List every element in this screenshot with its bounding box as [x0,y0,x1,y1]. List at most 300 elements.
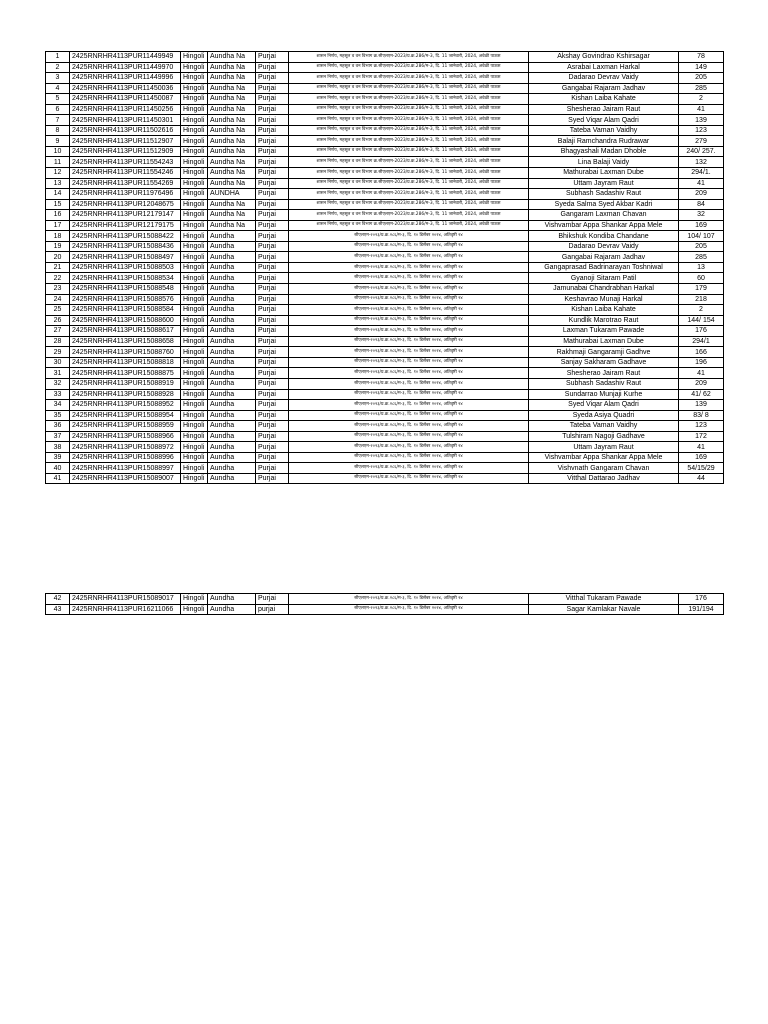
table-row [46,594,724,605]
application-id-cell: 2425RNRHR4113PUR12179147 [70,210,181,221]
district-cell: Hingoli [181,94,208,105]
application-id-cell: 2425RNRHR4113PUR15089017 [70,594,181,605]
survey-number-cell: 104/ 107 [679,231,724,242]
serial-number-cell: 29 [46,347,70,358]
serial-number-cell: 21 [46,262,70,273]
village-cell: Purjai [256,284,289,295]
subdivision-cell: Aundha [208,273,256,284]
village-cell: Purjai [256,168,289,179]
application-id-cell: 2425RNRHR4113PUR15088503 [70,262,181,273]
subdivision-cell: Aundha Na [208,199,256,210]
serial-number-cell: 41 [46,473,70,484]
district-cell: Hingoli [181,168,208,179]
table-row [46,73,724,84]
government-order-cell: सीएलएम-२०२३/प्र.क्र.२८६/म-३, दि. १० डिसेंबर २०२४, अतिवृष्टी २४ [289,463,529,474]
farmer-name-cell: Gangabai Rajaram Jadhav [529,252,679,263]
district-cell: Hingoli [181,146,208,157]
survey-number-cell: 144/ 154 [679,315,724,326]
subdivision-cell: Aundha Na [208,178,256,189]
farmer-name-cell: Subhash Sadashiv Raut [529,378,679,389]
survey-number-cell: 60 [679,273,724,284]
village-cell: Purjai [256,400,289,411]
subdivision-cell: Aundha [208,347,256,358]
table-row [46,115,724,126]
farmer-name-cell: Syeda Salma Syed Akbar Kadri [529,199,679,210]
subdivision-cell: Aundha Na [208,73,256,84]
government-order-cell: शासन निर्णय, महसूल व वन विभाग क्र.सीएलएम-2023/प्र.क्र.286/म-3, दि. 11 जानेवारी, 2024, अवेळी पाऊस [289,104,529,115]
serial-number-cell: 24 [46,294,70,305]
application-id-cell: 2425RNRHR4113PUR15088972 [70,442,181,453]
subdivision-cell: Aundha [208,473,256,484]
government-order-cell: शासन निर्णय, महसूल व वन विभाग क्र.सीएलएम-2023/प्र.क्र.286/म-3, दि. 11 जानेवारी, 2024, अवेळी पाऊस [289,83,529,94]
government-order-cell: सीएलएम-२०२३/प्र.क्र.२८६/म-३, दि. १० डिसेंबर २०२४, अतिवृष्टी २४ [289,336,529,347]
subdivision-cell: Aundha [208,252,256,263]
table-row [46,452,724,463]
government-order-cell: शासन निर्णय, महसूल व वन विभाग क्र.सीएलएम-2023/प्र.क्र.286/म-3, दि. 11 जानेवारी, 2024, अवेळी पाऊस [289,220,529,231]
government-order-cell: सीएलएम-२०२३/प्र.क्र.२८६/म-३, दि. १० डिसेंबर २०२४, अतिवृष्टी २४ [289,305,529,316]
government-order-cell: सीएलएम-२०२३/प्र.क्र.२८६/म-३, दि. १० डिसेंबर २०२४, अतिवृष्टी २४ [289,357,529,368]
serial-number-cell: 9 [46,136,70,147]
serial-number-cell: 1 [46,52,70,63]
serial-number-cell: 30 [46,357,70,368]
government-order-cell: शासन निर्णय, महसूल व वन विभाग क्र.सीएलएम-2023/प्र.क्र.286/म-3, दि. 11 जानेवारी, 2024, अवेळी पाऊस [289,189,529,200]
farmer-name-cell: Gangaprasad Badrinarayan Toshniwal [529,262,679,273]
farmer-name-cell: Sundarrao Munjaji Kurhe [529,389,679,400]
village-cell: Purjai [256,94,289,105]
survey-number-cell: 123 [679,125,724,136]
table-row [46,199,724,210]
farmer-name-cell: Asrabai Laxman Harkal [529,62,679,73]
survey-number-cell: 285 [679,252,724,263]
table-row [46,146,724,157]
survey-number-cell: 176 [679,326,724,337]
subdivision-cell: Aundha [208,284,256,295]
village-cell: Purjai [256,136,289,147]
application-id-cell: 2425RNRHR4113PUR15088966 [70,431,181,442]
farmer-name-cell: Dadarao Devrav Vaidy [529,241,679,252]
district-cell: Hingoli [181,294,208,305]
table-row [46,62,724,73]
subdivision-cell: Aundha Na [208,104,256,115]
survey-number-cell: 78 [679,52,724,63]
application-id-cell: 2425RNRHR4113PUR11512909 [70,146,181,157]
survey-number-cell: 41/ 62 [679,389,724,400]
application-id-cell: 2425RNRHR4113PUR15088952 [70,400,181,411]
survey-number-cell: 41 [679,368,724,379]
application-id-cell: 2425RNRHR4113PUR11449970 [70,62,181,73]
district-cell: Hingoli [181,157,208,168]
application-id-cell: 2425RNRHR4113PUR12048675 [70,199,181,210]
table-row [46,421,724,432]
district-cell: Hingoli [181,210,208,221]
survey-number-cell: 209 [679,378,724,389]
district-cell: Hingoli [181,125,208,136]
application-id-cell: 2425RNRHR4113PUR15088534 [70,273,181,284]
serial-number-cell: 14 [46,189,70,200]
application-id-cell: 2425RNRHR4113PUR15088576 [70,294,181,305]
serial-number-cell: 31 [46,368,70,379]
farmer-name-cell: Vishvambar Appa Shankar Appa Mele [529,220,679,231]
subdivision-cell: Aundha Na [208,146,256,157]
village-cell: Purjai [256,452,289,463]
application-id-cell: 2425RNRHR4113PUR12179175 [70,220,181,231]
district-cell: Hingoli [181,199,208,210]
government-order-cell: सीएलएम-२०२३/प्र.क्र.२८६/म-३, दि. १० डिसेंबर २०२४, अतिवृष्टी २४ [289,473,529,484]
application-id-cell: 2425RNRHR4113PUR15088959 [70,421,181,432]
table-row [46,157,724,168]
village-cell: Purjai [256,231,289,242]
government-order-cell: शासन निर्णय, महसूल व वन विभाग क्र.सीएलएम-2023/प्र.क्र.286/म-3, दि. 11 जानेवारी, 2024, अवेळी पाऊस [289,94,529,105]
district-cell: Hingoli [181,52,208,63]
farmer-name-cell: Gangaram Laxman Chavan [529,210,679,221]
village-cell: Purjai [256,199,289,210]
serial-number-cell: 39 [46,452,70,463]
district-cell: Hingoli [181,136,208,147]
serial-number-cell: 34 [46,400,70,411]
village-cell: Purjai [256,241,289,252]
survey-number-cell: 279 [679,136,724,147]
district-cell: Hingoli [181,378,208,389]
district-cell: Hingoli [181,284,208,295]
table-row [46,168,724,179]
application-id-cell: 2425RNRHR4113PUR16211066 [70,604,181,615]
subdivision-cell: Aundha [208,357,256,368]
table-row [46,378,724,389]
subdivision-cell: Aundha Na [208,220,256,231]
government-order-cell: सीएलएम-२०२३/प्र.क्र.२८६/म-३, दि. १० डिसेंबर २०२४, अतिवृष्टी २४ [289,431,529,442]
survey-number-cell: 132 [679,157,724,168]
survey-number-cell: 44 [679,473,724,484]
district-cell: Hingoli [181,452,208,463]
village-cell: Purjai [256,115,289,126]
farmer-name-cell: Gangabai Rajaram Jadhav [529,83,679,94]
subdivision-cell: Aundha [208,326,256,337]
survey-number-cell: 240/ 257. [679,146,724,157]
subdivision-cell: Aundha Na [208,136,256,147]
serial-number-cell: 28 [46,336,70,347]
survey-number-cell: 41 [679,442,724,453]
survey-number-cell: 83/ 8 [679,410,724,421]
village-cell: Purjai [256,273,289,284]
subdivision-cell: Aundha [208,389,256,400]
government-order-cell: शासन निर्णय, महसूल व वन विभाग क्र.सीएलएम-2023/प्र.क्र.286/म-3, दि. 11 जानेवारी, 2024, अवेळी पाऊस [289,178,529,189]
application-id-cell: 2425RNRHR4113PUR15088919 [70,378,181,389]
government-order-cell: शासन निर्णय, महसूल व वन विभाग क्र.सीएलएम-2023/प्र.क्र.286/म-3, दि. 11 जानेवारी, 2024, अवेळी पाऊस [289,52,529,63]
district-cell: Hingoli [181,104,208,115]
beneficiary-table-continued-body [46,594,724,615]
government-order-cell: सीएलएम-२०२३/प्र.क्र.२८६/म-३, दि. १० डिसेंबर २०२४, अतिवृष्टी २४ [289,400,529,411]
government-order-cell: शासन निर्णय, महसूल व वन विभाग क्र.सीएलएम-2023/प्र.क्र.286/म-3, दि. 11 जानेवारी, 2024, अवेळी पाऊस [289,168,529,179]
government-order-cell: सीएलएम-२०२३/प्र.क्र.२८६/म-३, दि. १० डिसेंबर २०२४, अतिवृष्टी २४ [289,410,529,421]
village-cell: Purjai [256,421,289,432]
village-cell: Purjai [256,146,289,157]
serial-number-cell: 26 [46,315,70,326]
village-cell: Purjai [256,125,289,136]
village-cell: Purjai [256,83,289,94]
farmer-name-cell: Tateba Vaman Vaidhy [529,125,679,136]
application-id-cell: 2425RNRHR4113PUR15088658 [70,336,181,347]
village-cell: Purjai [256,62,289,73]
subdivision-cell: Aundha [208,368,256,379]
subdivision-cell: Aundha [208,336,256,347]
survey-number-cell: 13 [679,262,724,273]
farmer-name-cell: Keshavrao Munaji Harkal [529,294,679,305]
table-row [46,389,724,400]
table-row [46,262,724,273]
farmer-name-cell: Rakhmaji Gangaramji Gadhve [529,347,679,358]
survey-number-cell: 149 [679,62,724,73]
district-cell: Hingoli [181,62,208,73]
government-order-cell: सीएलएम-२०२३/प्र.क्र.२८६/म-३, दि. १० डिसेंबर २०२४, अतिवृष्टी २४ [289,294,529,305]
village-cell: Purjai [256,336,289,347]
serial-number-cell: 10 [46,146,70,157]
table-row [46,400,724,411]
beneficiary-table-body [46,52,724,484]
government-order-cell: सीएलएम-२०२३/प्र.क्र.२८६/म-३, दि. १० डिसेंबर २०२४, अतिवृष्टी २४ [289,452,529,463]
farmer-name-cell: Gyanoji Sitaram Patil [529,273,679,284]
table-row [46,336,724,347]
application-id-cell: 2425RNRHR4113PUR15088997 [70,463,181,474]
application-id-cell: 2425RNRHR4113PUR15088436 [70,241,181,252]
village-cell: Purjai [256,73,289,84]
government-order-cell: सीएलएम-२०२३/प्र.क्र.२८६/म-३, दि. १० डिसेंबर २०२४, अतिवृष्टी २४ [289,252,529,263]
application-id-cell: 2425RNRHR4113PUR15088548 [70,284,181,295]
farmer-name-cell: Uttam Jayram Raut [529,442,679,453]
serial-number-cell: 17 [46,220,70,231]
application-id-cell: 2425RNRHR4113PUR15088996 [70,452,181,463]
farmer-name-cell: Mathurabai Laxman Dube [529,168,679,179]
village-cell: Purjai [256,347,289,358]
district-cell: Hingoli [181,315,208,326]
district-cell: Hingoli [181,410,208,421]
village-cell: Purjai [256,294,289,305]
subdivision-cell: Aundha Na [208,115,256,126]
government-order-cell: सीएलएम-२०२३/प्र.क्र.२८६/म-३, दि. १० डिसेंबर २०२४, अतिवृष्टी २४ [289,604,529,615]
serial-number-cell: 23 [46,284,70,295]
government-order-cell: सीएलएम-२०२३/प्र.क्र.२८६/म-३, दि. १० डिसेंबर २०२४, अतिवृष्टी २४ [289,315,529,326]
farmer-name-cell: Syeda Asiya Quadri [529,410,679,421]
survey-number-cell: 172 [679,431,724,442]
serial-number-cell: 16 [46,210,70,221]
survey-number-cell: 2 [679,94,724,105]
village-cell: Purjai [256,315,289,326]
table-row [46,368,724,379]
village-cell: Purjai [256,431,289,442]
survey-number-cell: 41 [679,104,724,115]
table-row [46,284,724,295]
government-order-cell: सीएलएम-२०२३/प्र.क्र.२८६/म-३, दि. १० डिसेंबर २०२४, अतिवृष्टी २४ [289,594,529,605]
village-cell: Purjai [256,220,289,231]
application-id-cell: 2425RNRHR4113PUR11554246 [70,168,181,179]
subdivision-cell: Aundha [208,442,256,453]
survey-number-cell: 2 [679,305,724,316]
table-row [46,136,724,147]
district-cell: Hingoli [181,231,208,242]
survey-number-cell: 205 [679,241,724,252]
village-cell: Purjai [256,442,289,453]
government-order-cell: सीएलएम-२०२३/प्र.क्र.२८६/म-३, दि. १० डिसेंबर २०२४, अतिवृष्टी २४ [289,273,529,284]
application-id-cell: 2425RNRHR4113PUR15088422 [70,231,181,242]
farmer-name-cell: Subhash Sadashiv Raut [529,189,679,200]
village-cell: Purjai [256,357,289,368]
government-order-cell: सीएलएम-२०२३/प्र.क्र.२८६/म-३, दि. १० डिसेंबर २०२४, अतिवृष्टी २४ [289,421,529,432]
serial-number-cell: 13 [46,178,70,189]
survey-number-cell: 176 [679,594,724,605]
serial-number-cell: 11 [46,157,70,168]
table-row [46,604,724,615]
survey-number-cell: 285 [679,83,724,94]
government-order-cell: सीएलएम-२०२३/प्र.क्र.२८६/म-३, दि. १० डिसेंबर २०२४, अतिवृष्टी २४ [289,326,529,337]
district-cell: Hingoli [181,421,208,432]
survey-number-cell: 209 [679,189,724,200]
serial-number-cell: 36 [46,421,70,432]
village-cell: purjai [256,604,289,615]
subdivision-cell: Aundha [208,231,256,242]
subdivision-cell: Aundha [208,378,256,389]
application-id-cell: 2425RNRHR4113PUR11449996 [70,73,181,84]
table-row [46,189,724,200]
serial-number-cell: 25 [46,305,70,316]
district-cell: Hingoli [181,178,208,189]
table-row [46,83,724,94]
table-row [46,410,724,421]
farmer-name-cell: Kishan Laiba Kahate [529,94,679,105]
district-cell: Hingoli [181,252,208,263]
application-id-cell: 2425RNRHR4113PUR11450036 [70,83,181,94]
village-cell: Purjai [256,326,289,337]
subdivision-cell: Aundha [208,463,256,474]
village-cell: Purjai [256,389,289,400]
farmer-name-cell: Jamunabai Chandrabhan Harkal [529,284,679,295]
subdivision-cell: Aundha Na [208,52,256,63]
village-cell: Purjai [256,189,289,200]
subdivision-cell: Aundha [208,400,256,411]
subdivision-cell: Aundha [208,452,256,463]
application-id-cell: 2425RNRHR4113PUR15088600 [70,315,181,326]
village-cell: Purjai [256,210,289,221]
serial-number-cell: 33 [46,389,70,400]
subdivision-cell: Aundha Na [208,62,256,73]
district-cell: Hingoli [181,273,208,284]
farmer-name-cell: Mathurabai Laxman Dube [529,336,679,347]
district-cell: Hingoli [181,241,208,252]
table-row [46,241,724,252]
subdivision-cell: Aundha Na [208,83,256,94]
district-cell: Hingoli [181,347,208,358]
survey-number-cell: 139 [679,400,724,411]
application-id-cell: 2425RNRHR4113PUR15088954 [70,410,181,421]
farmer-name-cell: Laxman Tukaram Pawade [529,326,679,337]
farmer-name-cell: Kundlik Marotrao Raut [529,315,679,326]
table-row [46,294,724,305]
government-order-cell: सीएलएम-२०२३/प्र.क्र.२८६/म-३, दि. १० डिसेंबर २०२४, अतिवृष्टी २४ [289,241,529,252]
subdivision-cell: Aundha [208,241,256,252]
survey-number-cell: 84 [679,199,724,210]
farmer-name-cell: Bhagyashali Madan Dhoble [529,146,679,157]
district-cell: Hingoli [181,83,208,94]
district-cell: Hingoli [181,431,208,442]
table-row [46,357,724,368]
subdivision-cell: Aundha Na [208,94,256,105]
village-cell: Purjai [256,178,289,189]
farmer-name-cell: Vitthal Dattarao Jadhav [529,473,679,484]
serial-number-cell: 7 [46,115,70,126]
farmer-name-cell: Dadarao Devrav Vaidy [529,73,679,84]
table-row [46,347,724,358]
serial-number-cell: 6 [46,104,70,115]
farmer-name-cell: Akshay Govindrao Kshirsagar [529,52,679,63]
village-cell: Purjai [256,157,289,168]
government-order-cell: शासन निर्णय, महसूल व वन विभाग क्र.सीएलएम-2023/प्र.क्र.286/म-3, दि. 11 जानेवारी, 2024, अवेळी पाऊस [289,73,529,84]
table-row [46,94,724,105]
government-order-cell: शासन निर्णय, महसूल व वन विभाग क्र.सीएलएम-2023/प्र.क्र.286/म-3, दि. 11 जानेवारी, 2024, अवेळी पाऊस [289,199,529,210]
village-cell: Purjai [256,305,289,316]
district-cell: Hingoli [181,336,208,347]
subdivision-cell: Aundha [208,421,256,432]
survey-number-cell: 41 [679,178,724,189]
survey-number-cell: 179 [679,284,724,295]
district-cell: Hingoli [181,189,208,200]
farmer-name-cell: Sagar Kamlakar Navale [529,604,679,615]
serial-number-cell: 43 [46,604,70,615]
serial-number-cell: 5 [46,94,70,105]
serial-number-cell: 3 [46,73,70,84]
serial-number-cell: 42 [46,594,70,605]
survey-number-cell: 294/1. [679,168,724,179]
subdivision-cell: Aundha [208,594,256,605]
survey-number-cell: 191/194 [679,604,724,615]
district-cell: Hingoli [181,442,208,453]
application-id-cell: 2425RNRHR4113PUR15088497 [70,252,181,263]
survey-number-cell: 54/15/29 [679,463,724,474]
subdivision-cell: AUNDHA [208,189,256,200]
farmer-name-cell: Shesherao Jairam Raut [529,104,679,115]
government-order-cell: शासन निर्णय, महसूल व वन विभाग क्र.सीएलएम-2023/प्र.क्र.286/म-3, दि. 11 जानेवारी, 2024, अवेळी पाऊस [289,62,529,73]
application-id-cell: 2425RNRHR4113PUR11450256 [70,104,181,115]
district-cell: Hingoli [181,594,208,605]
government-order-cell: सीएलएम-२०२३/प्र.क्र.२८६/म-३, दि. १० डिसेंबर २०२४, अतिवृष्टी २४ [289,389,529,400]
district-cell: Hingoli [181,604,208,615]
government-order-cell: शासन निर्णय, महसूल व वन विभाग क्र.सीएलएम-2023/प्र.क्र.286/म-3, दि. 11 जानेवारी, 2024, अवेळी पाऊस [289,115,529,126]
beneficiary-table [45,51,724,484]
serial-number-cell: 35 [46,410,70,421]
table-row [46,431,724,442]
district-cell: Hingoli [181,357,208,368]
village-cell: Purjai [256,262,289,273]
survey-number-cell: 166 [679,347,724,358]
application-id-cell: 2425RNRHR4113PUR15088584 [70,305,181,316]
district-cell: Hingoli [181,305,208,316]
farmer-name-cell: Shesherao Jairam Raut [529,368,679,379]
government-order-cell: सीएलएम-२०२३/प्र.क्र.२८६/म-३, दि. १० डिसेंबर २०२४, अतिवृष्टी २४ [289,347,529,358]
table-row [46,315,724,326]
government-order-cell: सीएलएम-२०२३/प्र.क्र.२८६/म-३, दि. १० डिसेंबर २०२४, अतिवृष्टी २४ [289,284,529,295]
table-row [46,305,724,316]
serial-number-cell: 32 [46,378,70,389]
serial-number-cell: 38 [46,442,70,453]
survey-number-cell: 32 [679,210,724,221]
application-id-cell: 2425RNRHR4113PUR15088928 [70,389,181,400]
farmer-name-cell: Vishvambar Appa Shankar Appa Mele [529,452,679,463]
government-order-cell: सीएलएम-२०२३/प्र.क्र.२८६/म-३, दि. १० डिसेंबर २०२४, अतिवृष्टी २४ [289,368,529,379]
farmer-name-cell: Vitthal Tukaram Pawade [529,594,679,605]
application-id-cell: 2425RNRHR4113PUR11450087 [70,94,181,105]
village-cell: Purjai [256,52,289,63]
government-order-cell: शासन निर्णय, महसूल व वन विभाग क्र.सीएलएम-2023/प्र.क्र.286/म-3, दि. 11 जानेवारी, 2024, अवेळी पाऊस [289,136,529,147]
table-row [46,273,724,284]
district-cell: Hingoli [181,463,208,474]
survey-number-cell: 218 [679,294,724,305]
